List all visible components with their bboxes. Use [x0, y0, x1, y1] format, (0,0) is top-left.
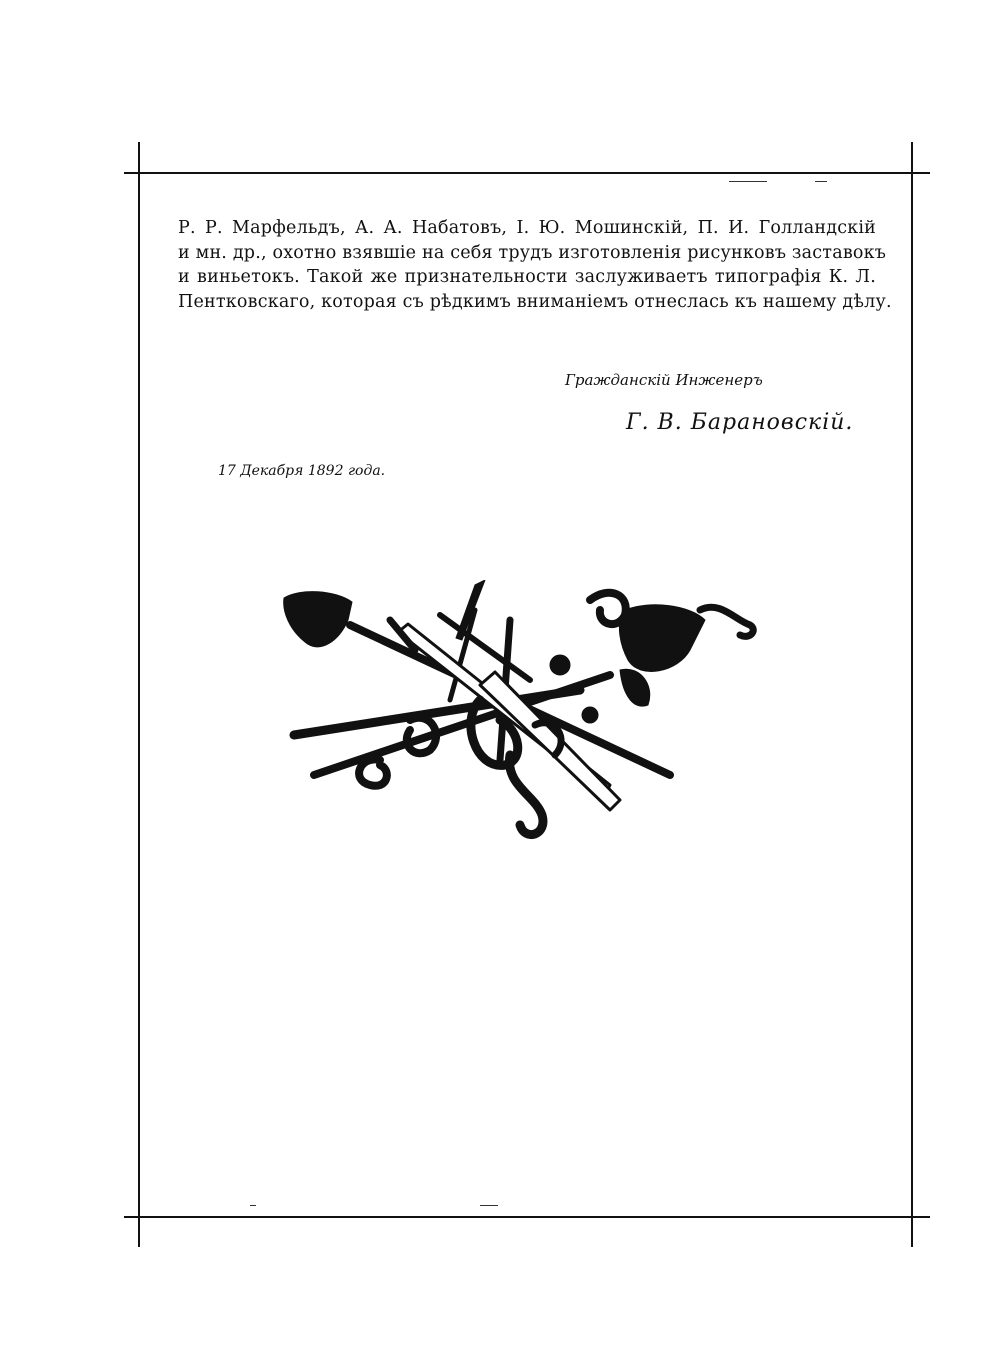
- frame-left-rule: [138, 142, 140, 1247]
- crop-mark: [815, 181, 827, 182]
- tools-vignette-icon: [280, 580, 760, 850]
- crop-mark: [250, 1205, 256, 1206]
- paragraph-line: и мн. др., охотно взявшіе на себя трудъ изготовленія рисунковъ заставокъ: [178, 242, 887, 263]
- crop-mark: [729, 181, 767, 182]
- date-line: 17 Декабря 1892 года.: [218, 463, 386, 479]
- body-paragraph: [178, 216, 892, 314]
- paragraph-line: Пентковскаго, которая съ рѣдкимъ вниманіемъ отнеслась къ нашему дѣлу.: [178, 291, 892, 312]
- frame-right-rule: [911, 142, 913, 1247]
- paragraph-line: Р. Р. Марфельдъ, А. А. Набатовъ, I. Ю. Мошинскій, П. И. Голландскій: [178, 218, 876, 238]
- frame-top-rule: [124, 172, 930, 174]
- paragraph-line: и виньетокъ. Такой же признательности заслуживаетъ типографія К. Л.: [178, 267, 876, 287]
- signatory-name: Г. В. Барановскій.: [626, 410, 854, 435]
- frame-bottom-rule: [124, 1216, 930, 1218]
- crop-mark: [480, 1205, 498, 1206]
- signatory-title: Гражданскій Инженеръ: [565, 371, 763, 389]
